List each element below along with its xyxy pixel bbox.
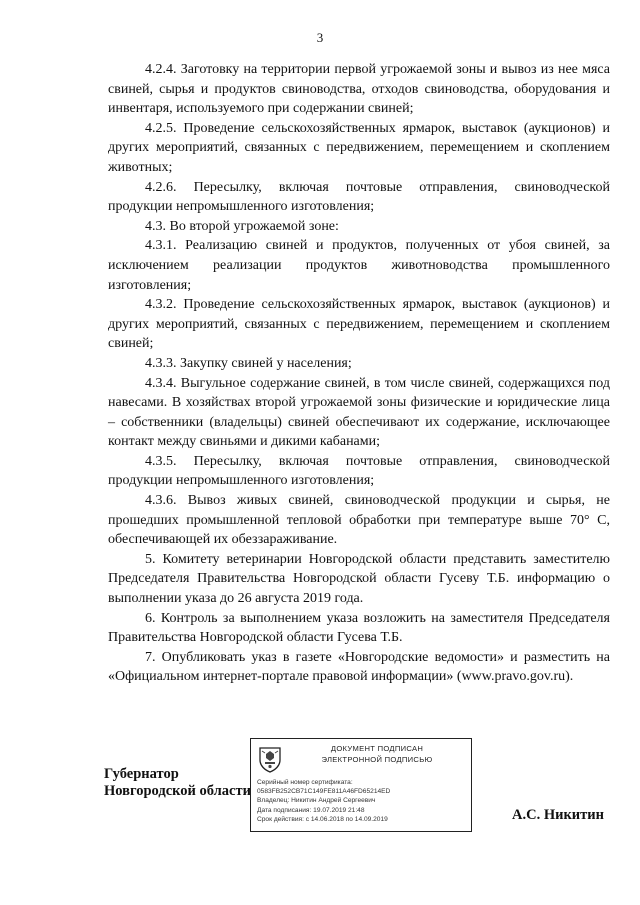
signer-title	[104, 766, 251, 800]
signature-block	[0, 738, 640, 838]
paragraph-4-2-4: 4.2.4. Заготовку на территории первой угрожаемой зоны и вывоз из нее мяса свиней, сырья и продуктов свиноводства, отходов свиноводства, оборудования и инвентаря, используемого при содержании свиней;	[108, 62, 610, 117]
page-number: 3	[316, 30, 324, 45]
stamp-heading	[293, 744, 461, 765]
paragraph-4-3-2: 4.3.2. Проведение сельскохозяйственных ярмарок, выставок (аукционов) и других мероприятий, связанных с передвижением, перемещением и скоплением свиней;	[108, 297, 610, 352]
paragraph-4-3-3: 4.3.3. Закупку свиней у населения;	[145, 355, 352, 371]
signing-date: Дата подписания: 19.07.2019 21:48	[257, 806, 365, 814]
stamp-details	[257, 778, 469, 824]
certificate-owner: Владелец: Никитин Андрей Сергеевич	[257, 797, 376, 805]
paragraph-4-2-5: 4.2.5. Проведение сельскохозяйственных ярмарок, выставок (аукционов) и других мероприятий, связанных с передвижением, перемещением и скоплением животных;	[108, 120, 610, 175]
document-body	[108, 60, 610, 687]
signer-name: А.С. Никитин	[512, 807, 604, 823]
coat-of-arms-icon	[257, 745, 283, 773]
paragraph-6: 6. Контроль за выполнением указа возложить на заместителя Председателя Правительства Новгородской области Гусева Т.Б.	[108, 610, 610, 646]
paragraph-5: 5. Комитету ветеринарии Новгородской области представить заместителю Председателя Правительства Новгородской области Гусеву Т.Б. информацию о выполнении указа до 26 августа 2019 года.	[108, 551, 610, 607]
certificate-serial-value: 0583FB252CB71C149FE811A46FD65214ED	[257, 788, 391, 796]
paragraph-7: 7. Опубликовать указ в газете «Новгородские ведомости» и разместить на «Официальном интернет-портале правовой информации» (www.pravo.gov.ru).	[108, 649, 610, 685]
paragraph-4-3-5: 4.3.5. Пересылку, включая почтовые отправления, свиноводческой продукции непромышленного изготовления;	[108, 453, 610, 489]
signer-title-line2: Новгородской области	[104, 783, 251, 799]
electronic-signature-stamp	[250, 738, 472, 832]
paragraph-4-3-6: 4.3.6. Вывоз живых свиней, свиноводческой продукции и сырья, не прошедших промышленной тепловой обработки при температуре выше 70° С, обеспечивающей их обеззараживание.	[108, 493, 610, 548]
paragraph-4-3: 4.3. Во второй угрожаемой зоне:	[145, 218, 339, 234]
signer-title-line1: Губернатор	[104, 766, 179, 782]
certificate-serial-label: Серийный номер сертификата:	[257, 779, 353, 786]
paragraph-4-2-6: 4.2.6. Пересылку, включая почтовые отправления, свиноводческой продукции непромышленного изготовления;	[108, 179, 610, 215]
paragraph-4-3-1: 4.3.1. Реализацию свиней и продуктов, полученных от убоя свиней, за исключением реализации продуктов животноводства промышленного изготовления;	[108, 238, 610, 293]
paragraph-4-3-4: 4.3.4. Выгульное содержание свиней, в том числе свиней, содержащихся под навесами. В хозяйствах второй угрожаемой зоны физические и юридические лица – собственники (владельцы) свиней обеспечивают их содержание, исключающее контакт между свиньями и дикими кабанами;	[108, 375, 610, 450]
certificate-validity: Срок действия: с 14.06.2018 по 14.09.2019	[257, 815, 388, 823]
stamp-heading-line2: ЭЛЕКТРОННОЙ ПОДПИСЬЮ	[321, 754, 433, 764]
stamp-heading-line1: ДОКУМЕНТ ПОДПИСАН	[330, 744, 424, 753]
